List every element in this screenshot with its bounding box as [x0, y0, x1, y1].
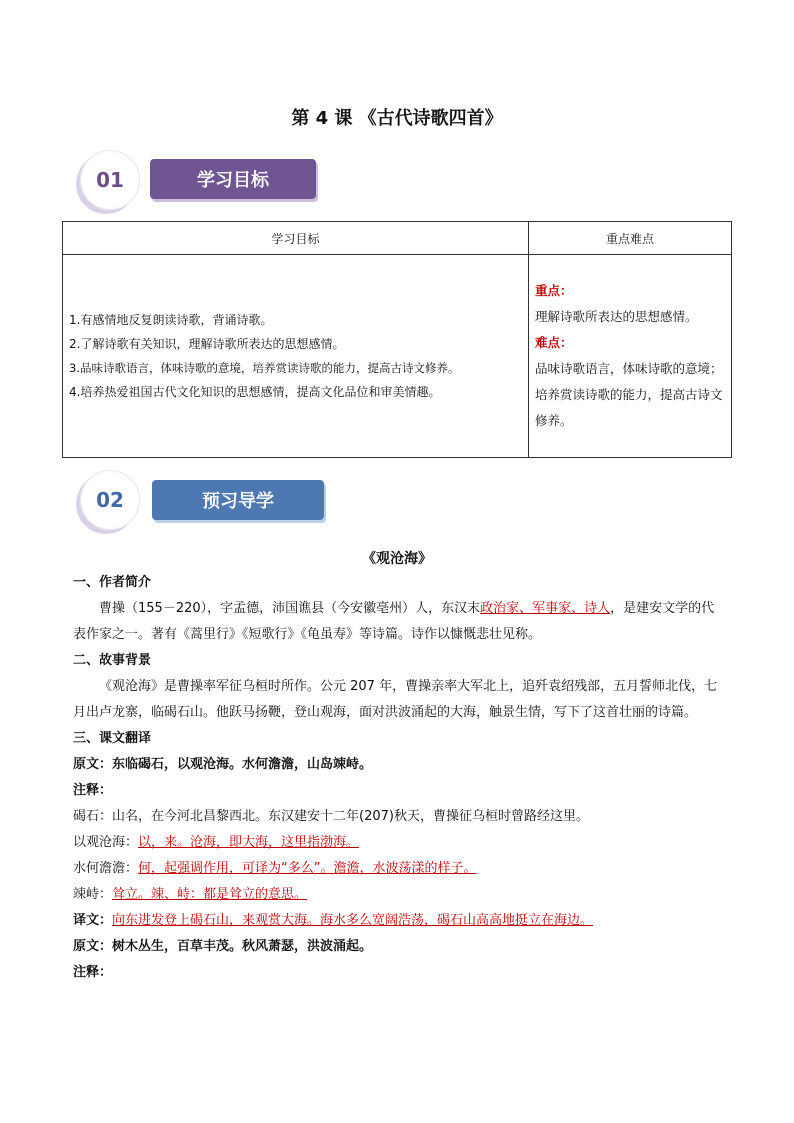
- translation-text: 向东进发登上碣石山，来观赏大海。海水多么宽阔浩荡，碣石山高高地挺立在海边。: [112, 913, 594, 928]
- objective-item: 1.有感情地反复朗读诗歌，背诵诗歌。: [69, 313, 273, 327]
- original-text: 树木丛生，百草丰茂。秋风萧瑟，洪波涌起。: [112, 939, 373, 954]
- note-term: 以观沧海：: [73, 835, 139, 850]
- objective-item: 4.培养热爱祖国古代文化知识的思想感情，提高文化品位和审美情趣。: [69, 385, 441, 399]
- author-paragraph: [73, 596, 723, 648]
- objectives-cell: [63, 255, 529, 458]
- objective-item: 3.品味诗歌语言，体味诗歌的意境，培养赏读诗歌的能力，提高古诗文修养。: [69, 361, 460, 375]
- original-text: 东临碣石，以观沧海。水何澹澹，山岛竦峙。: [112, 757, 373, 772]
- original-label: 原文：: [73, 757, 113, 772]
- table-header: 重点难点: [529, 222, 732, 255]
- author-text: 曹操（155－220），字孟德，沛国谯县（今安徽亳州）人，东汉末: [99, 601, 481, 616]
- original-line: [73, 934, 723, 960]
- original-line: [73, 752, 723, 778]
- translation-label: 译文：: [73, 913, 113, 928]
- note-item: [73, 804, 723, 830]
- section-label: 预习导学: [152, 480, 324, 520]
- author-highlight: 政治家、军事家、诗人: [480, 601, 611, 616]
- author-heading: 一、作者简介: [73, 575, 152, 590]
- notes-label: 注释：: [73, 965, 113, 980]
- page-title: 第 4 课 《古代诗歌四首》: [291, 108, 503, 129]
- objective-item: 2.了解诗歌有关知识，理解诗歌所表达的思想感情。: [69, 337, 345, 351]
- translation-line: [73, 908, 723, 934]
- key-text: 理解诗歌所表达的思想感情。: [535, 309, 698, 324]
- lesson-body: [73, 570, 723, 986]
- note-text: 何，起强调作用，可译为“多么”。澹澹，水波荡漾的样子。: [138, 861, 477, 876]
- note-text: 耸立。竦、峙：都是耸立的意思。: [112, 887, 308, 902]
- author-text-end: ，是建安文学的代表作家之一。著有《蒿里行》《短歌行》《龟虽寿》等诗篇。诗作以慷慨悲壮见称。: [73, 601, 715, 642]
- note-text: 以，来。沧海，即大海，这里指渤海。: [138, 835, 360, 850]
- section-number: 02: [80, 470, 140, 530]
- section-number: 01: [80, 150, 140, 210]
- note-item: [73, 882, 723, 908]
- key-points-cell: [529, 255, 732, 458]
- note-item: [73, 830, 723, 856]
- note-text: 山名，在今河北昌黎西北。东汉建安十二年(207)秋天，曹操征乌桓时曾路经这里。: [112, 809, 589, 824]
- note-item: [73, 856, 723, 882]
- poem-title: 《观沧海》: [362, 551, 432, 567]
- note-term: 水何澹澹：: [73, 861, 139, 876]
- note-term: 碣石：: [73, 809, 113, 824]
- section-label: 学习目标: [150, 159, 316, 199]
- difficulty-line: 培养赏读诗歌的能力，提高古诗文修养。: [535, 387, 723, 428]
- background-heading: 二、故事背景: [73, 653, 152, 668]
- key-label: 重点：: [535, 283, 573, 298]
- goals-table: [62, 221, 732, 458]
- difficulty-line: 品味诗歌语言，体味诗歌的意境；: [535, 361, 723, 376]
- difficulty-label: 难点：: [535, 335, 573, 350]
- notes-label: 注释：: [73, 783, 113, 798]
- table-header: 学习目标: [63, 222, 529, 255]
- translation-heading: 三、课文翻译: [73, 731, 152, 746]
- background-paragraph: 《观沧海》是曹操率军征乌桓时所作。公元 207 年，曹操亲率大军北上，追歼袁绍残部，五月誓师北伐，七月出卢龙寨，临碣石山。他跃马扬鞭，登山观海，面对洪波涌起的大海，触景生情，写下了这首壮丽的诗篇。: [73, 679, 718, 720]
- note-term: 竦峙：: [73, 887, 113, 902]
- original-label: 原文：: [73, 939, 113, 954]
